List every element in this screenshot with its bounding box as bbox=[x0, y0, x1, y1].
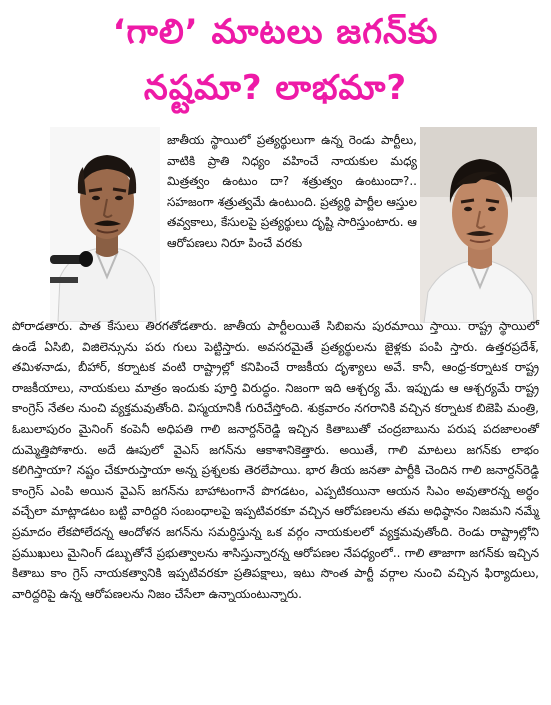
photo-speaker-left bbox=[50, 127, 160, 322]
photo-leader-right bbox=[420, 127, 537, 323]
headline-line-2: నష్టమా? లాభమా? bbox=[143, 68, 408, 108]
article-full-text bbox=[12, 316, 539, 604]
article-paragraph-intro: జాతీయ స్థాయిలో ప్రత్యర్థులుగా ఉన్న రెండు పార్టీలు, వాటికి ప్రాతి నిధ్యం వహించే నాయకుల మధ్య మిత్రత్వం ఉంటుం దా? శత్రుత్వం ఉంటుందా?.. సహజంగా శత్రుత్వమే ఉంటుంది. ప్రత్యర్థి పార్టీల ఆస్తుల తవ్వకాలు, కేసులపై ప్రత్యర్థులు దృష్టి సారిస్తుంటారు. ఆ ఆరోపణలు నిరూ పించే వరకు bbox=[167, 133, 417, 250]
headline-line-1: ‘గాలి’ మాటలు జగన్‌కు bbox=[112, 12, 439, 52]
article-paragraph-main: పోరాడతారు. పాత కేసులు తిరగతోడతారు. జాతీయ పార్టీలయితే సిబిఐను పురమాయి స్తాయి. రాష్ట్ర స్థాయిలో ఉండే ఏసిబి, విజిలెన్సును పరు గులు పెట్టిస్తారు. అవసరమైతే ప్రత్యర్థులను జైళ్లకు పంపి స్తారు. ఉత్తరప్రదేశ్, తమిళనాడు, బీహార్, కర్నాటక వంటి రాష్ట్రాల్లో కనిపించే రాజకీయ దృశ్యాలు అవే. కానీ, ఆంధ్ర-కర్నాటక రాష్ట్ర రాజకీయాలు, నాయకులు మాత్రం ఇందుకు పూర్తి విరుద్ధం. నిజంగా ఇది ఆశ్చర్య మే. ఇప్పుడు ఆ ఆశ్చర్యమే రాష్ట్ర కాంగ్రెస్ నేతల నుంచి వ్యక్తమవుతోంది. విస్మయానికీ గురిచేస్తోంది. శుక్రవారం నగరానికి వచ్చిన కర్నాటక బిజెపి మంత్రి, ఓబులాపురం మైనింగ్ కంపెనీ అధిపతి గాలి జనార్దన్‌రెడ్డి ఇచ్చిన కితాబుతో చంద్రబాబును పరుష పదజాలంతో దుమ్మెత్తిపోశారు. అదే ఊపులో వైఎస్ జగన్‌ను ఆకాశానికెత్తారు. అయితే, గాలి మాటలు జగన్‌కు లాభం కలిగిస్తాయా? నష్టం చేకూరుస్తాయా అన్న ప్రశ్నలకు తెరలేపాయి. భార తీయ జనతా పార్టీకి చెందిన గాలి జనార్దన్‌రెడ్డి కాంగ్రెస్ ఎంపి అయిన వైఎస్ జగన్‌ను బాహాటంగానే పొగడటం, ఎప్పటికయినా ఆయన సిఎం అవుతారన్న అర్ధం వచ్చేలా మాట్లాడటం బట్టి వారిద్దరి సంబంధాలపై ఇప్పటివరకూ వచ్చిన ఆరోపణలను తమ అధిష్ఠానం నిజమని నమ్మే ప్రమాదం లేకపోలేదన్న ఆందోళన జగన్‌ను సమర్ధిస్తున్న ఒక వర్గం నాయకులలో వ్యక్తమవుతోంది. రెండు రాష్ట్రాల్లోని ప్రముఖులు మైనింగ్ డబ్బుతోనే ప్రభుత్వాలను శాసిస్తున్నారన్న ఆరోపణల నేపధ్యంలో.. గాలి తాజాగా జగన్‌కు ఇచ్చిన కితాబు కాం గ్రెస్ నాయకత్వానికి ఇప్పటివరకూ ప్రతిపక్షాలు, ఇటు సొంత పార్టీ వర్గాల నుంచి వచ్చిన ఫిర్యాదులు, వారిద్దరిపై ఉన్న ఆరోపణలను నిజం చేసేలా ఉన్నాయంటున్నారు. bbox=[12, 319, 539, 601]
article-column-text bbox=[167, 130, 417, 254]
speaker-portrait-icon bbox=[50, 127, 160, 322]
leader-portrait-icon bbox=[420, 127, 537, 323]
